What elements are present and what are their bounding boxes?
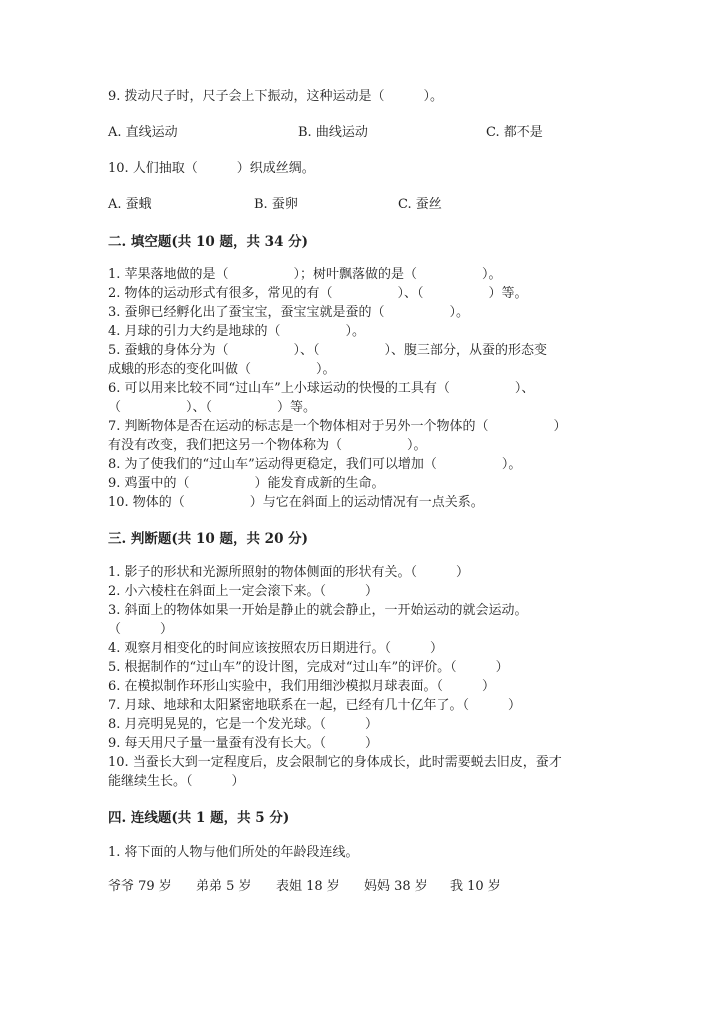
judge-line-10b: 能继续生长。（ ）: [108, 774, 245, 789]
person-grandpa: 爷爷 79 岁: [108, 879, 172, 894]
person-cousin: 表姐 18 岁: [276, 879, 340, 894]
q10-option-a: A. 蚕蛾: [108, 197, 152, 212]
match-question-1: 1. 将下面的人物与他们所处的年龄段连线。: [108, 845, 359, 860]
judge-line-7: 7. 月球、地球和太阳紧密地联系在一起，已经有几十亿年了。（ ）: [108, 698, 522, 713]
judge-line-8: 8. 月亮明晃晃的，它是一个发光球。（ ）: [108, 717, 379, 732]
fill-line-5b: 成蛾的形态的变化叫做（ ）。: [108, 362, 336, 377]
judge-line-1: 1. 影子的形状和光源所照射的物体侧面的形状有关。（ ）: [108, 565, 470, 580]
q10-option-b: B. 蚕卵: [254, 197, 298, 212]
judge-line-3b: （ ）: [108, 622, 174, 637]
judge-line-3a: 3. 斜面上的物体如果一开始是静止的就会静止，一开始运动的就会运动。: [108, 603, 528, 618]
judge-line-6: 6. 在模拟制作环形山实验中，我们用细沙模拟月球表面。（ ）: [108, 679, 496, 694]
judge-line-9: 9. 每天用尺子量一量蚕有没有长大。（ ）: [108, 736, 379, 751]
fill-line-7b: 有没有改变，我们把这另一个物体称为（ ）。: [108, 438, 427, 453]
fill-line-1: 1. 苹果落地做的是（ ）；树叶飘落做的是（ ）。: [108, 267, 502, 282]
person-brother: 弟弟 5 岁: [196, 879, 252, 894]
judge-line-4: 4. 观察月相变化的时间应该按照农历日期进行。（ ）: [108, 641, 444, 656]
fill-line-5a: 5. 蚕蛾的身体分为（ ）、（ ）、腹三部分，从蚕的形态变: [108, 343, 548, 358]
fill-line-6a: 6. 可以用来比较不同“过山车”上小球运动的快慢的工具有（ ）、: [108, 381, 535, 396]
judge-line-2: 2. 小六棱柱在斜面上一定会滚下来。（ ）: [108, 584, 379, 599]
q10-option-c: C. 蚕丝: [398, 197, 442, 212]
fill-line-9: 9. 鸡蛋中的（ ）能发育成新的生命。: [108, 476, 385, 491]
judge-line-5: 5. 根据制作的“过山车”的设计图，完成对“过山车”的评价。（ ）: [108, 660, 509, 675]
q9-option-a: A. 直线运动: [108, 125, 178, 140]
question-9: 9. 拨动尺子时，尺子会上下振动，这种运动是（ ）。: [108, 89, 444, 104]
fill-line-8: 8. 为了使我们的“过山车”运动得更稳定，我们可以增加（ ）。: [108, 457, 522, 472]
judge-line-10a: 10. 当蚕长大到一定程度后，皮会限制它的身体成长，此时需要蜕去旧皮，蚕才: [108, 755, 562, 770]
section-2-heading: 二. 填空题(共 10 题，共 34 分): [108, 234, 309, 250]
fill-line-10: 10. 物体的（ ）与它在斜面上的运动情况有一点关系。: [108, 495, 484, 510]
fill-line-3: 3. 蚕卵已经孵化出了蚕宝宝，蚕宝宝就是蚕的（ ）。: [108, 305, 470, 320]
section-3-heading: 三. 判断题(共 10 题，共 20 分): [108, 531, 309, 547]
question-10: 10. 人们抽取（ ）织成丝绸。: [108, 161, 315, 176]
person-mother: 妈妈 38 岁: [364, 879, 428, 894]
fill-line-6b: （ ）、（ ）等。: [108, 400, 317, 415]
section-4-heading: 四. 连线题(共 1 题，共 5 分): [108, 810, 290, 826]
q9-option-c: C. 都不是: [486, 125, 543, 140]
fill-line-4: 4. 月球的引力大约是地球的（ ）。: [108, 324, 366, 339]
q9-option-b: B. 曲线运动: [298, 125, 368, 140]
fill-line-2: 2. 物体的运动形式有很多，常见的有（ ）、（ ）等。: [108, 286, 528, 301]
fill-line-7a: 7. 判断物体是否在运动的标志是一个物体相对于另外一个物体的（ ）: [108, 419, 567, 434]
person-me: 我 10 岁: [450, 879, 501, 894]
